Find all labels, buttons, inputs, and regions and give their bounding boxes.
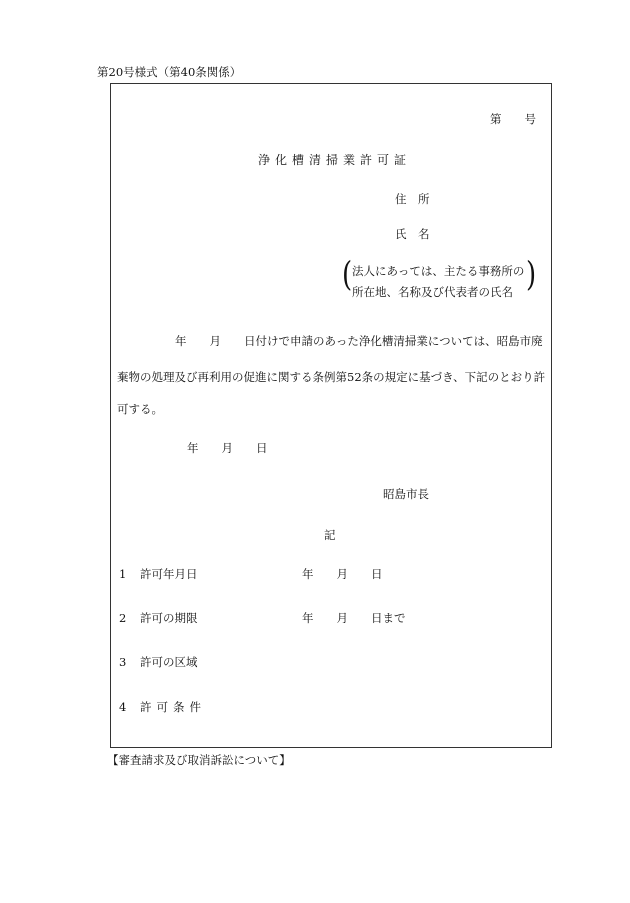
item-3-number: 3 bbox=[119, 655, 127, 669]
name-label: 氏 名 bbox=[395, 227, 430, 241]
certificate-title: 浄化槽清掃業許可証 bbox=[258, 153, 412, 167]
issue-date: 年 月 日 bbox=[187, 441, 268, 455]
item-1-number: 1 bbox=[119, 567, 127, 581]
certificate-frame bbox=[110, 83, 552, 748]
issuer: 昭島市長 bbox=[383, 487, 429, 501]
ki-heading: 記 bbox=[324, 528, 336, 542]
certificate-number: 第 号 bbox=[490, 112, 536, 126]
body-line-1: 年 月 日付けで申請のあった浄化槽清掃業については、昭島市廃 bbox=[175, 334, 543, 348]
corporate-note-close-paren: ) bbox=[526, 255, 537, 295]
item-2-value: 年 月 日まで bbox=[302, 611, 406, 625]
item-4-number: 4 bbox=[119, 700, 127, 714]
body-line-2: 棄物の処理及び再利用の促進に関する条例第52条の規定に基づき、下記のとおり許 bbox=[117, 370, 546, 384]
item-2-label: 許可の期限 bbox=[140, 611, 198, 625]
body-line-3: 可する。 bbox=[117, 402, 163, 416]
corporate-note-line2: 所在地、名称及び代表者の氏名 bbox=[352, 285, 513, 299]
item-1-value: 年 月 日 bbox=[302, 567, 383, 581]
form-label: 第20号様式（第40条関係） bbox=[97, 65, 242, 79]
corporate-note-line1: 法人にあっては、主たる事務所の bbox=[352, 264, 525, 278]
corporate-note-open-paren: ( bbox=[342, 255, 353, 295]
item-1-label: 許可年月日 bbox=[140, 567, 198, 581]
item-4-label: 許可条件 bbox=[140, 700, 206, 714]
item-3-label: 許可の区域 bbox=[140, 655, 198, 669]
address-label: 住 所 bbox=[395, 192, 430, 206]
footer-note: 【審査請求及び取消訴訟について】 bbox=[107, 753, 291, 767]
item-2-number: 2 bbox=[119, 611, 127, 625]
